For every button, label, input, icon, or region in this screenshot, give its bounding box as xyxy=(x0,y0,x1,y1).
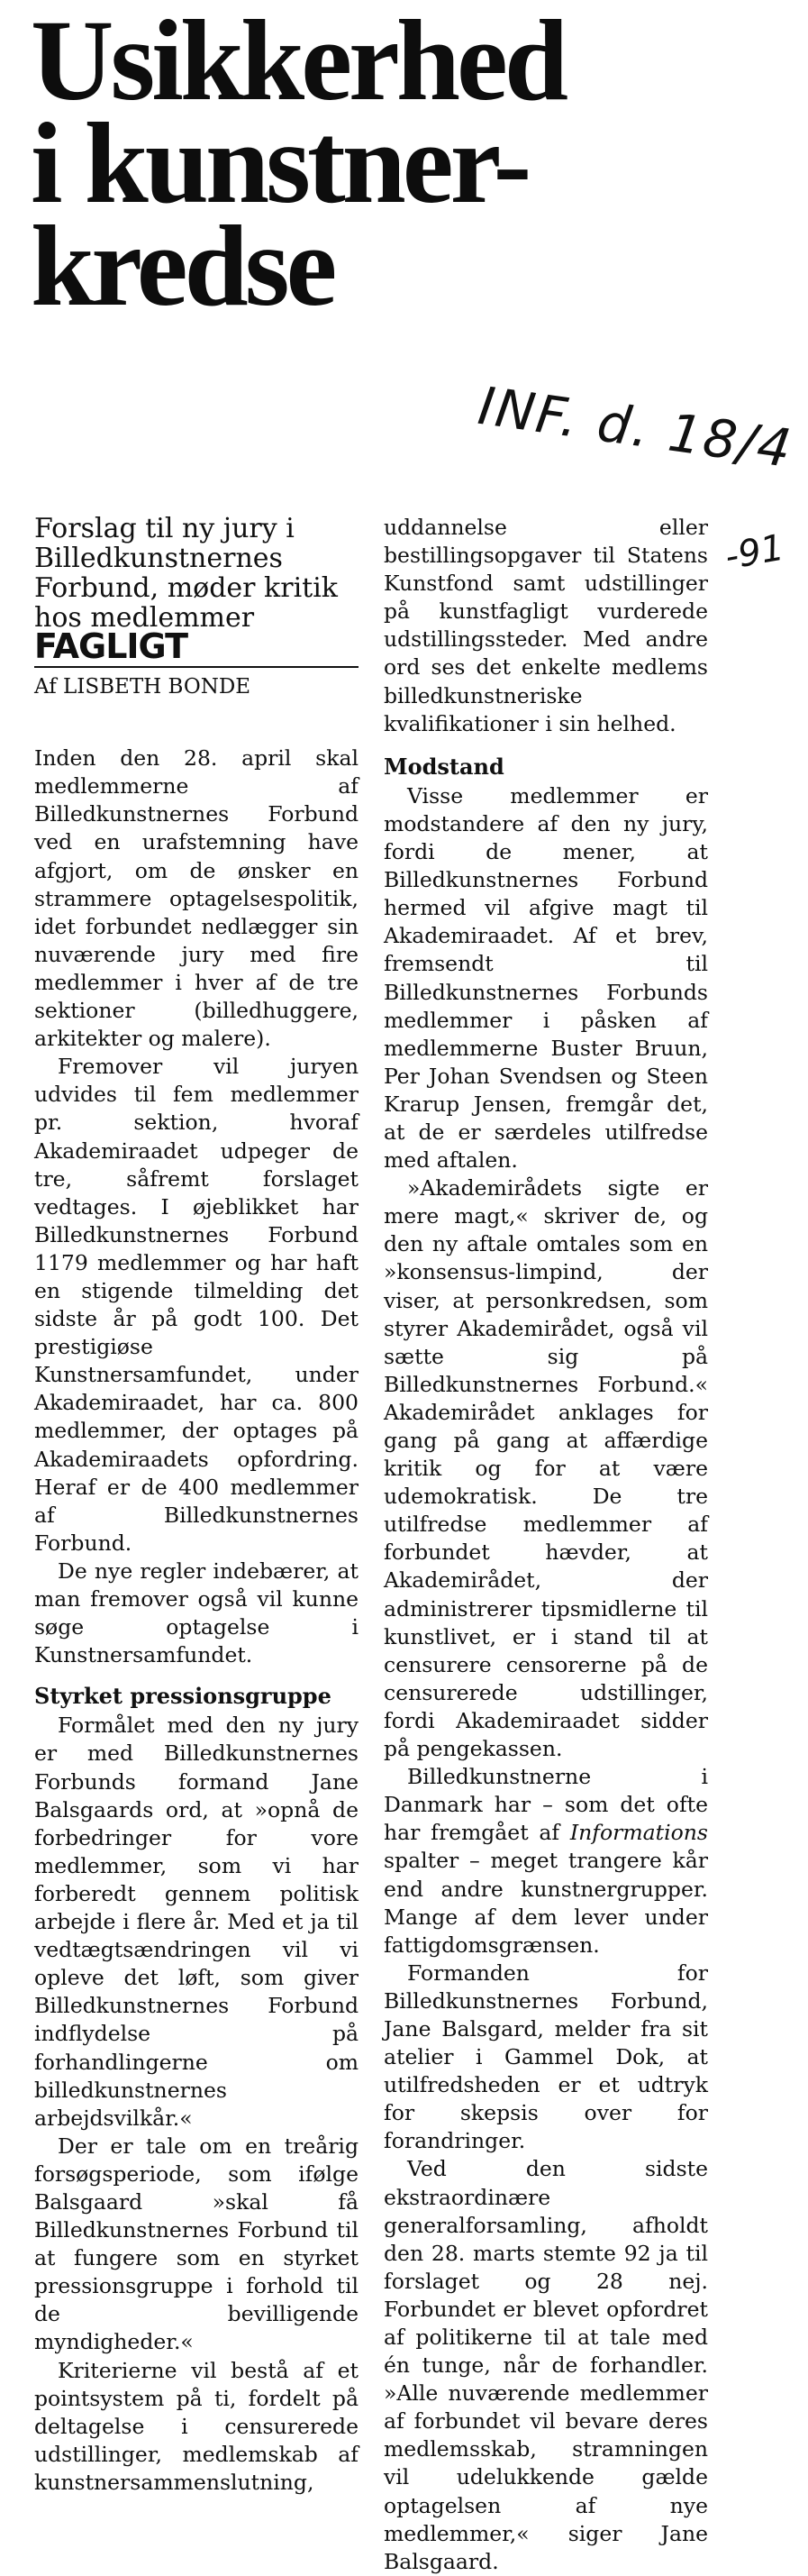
left-column xyxy=(34,514,359,2497)
paragraph: Der er tale om en treårig forsøgsperiode, som ifølge Balsgaard »skal få Billedkunstnernes Forbund til at fungere som en styrket pressionsgruppe i forhold til de bevilligende myndigheder.« xyxy=(34,2133,359,2355)
handwritten-date-note: INF. d. 18/4 xyxy=(474,374,797,480)
subhead-styrket: Styrket pressionsgruppe xyxy=(34,1683,331,1710)
paragraph: »Akademirådets sigte er mere magt,« skriver de, og den ny aftale omtales som en »konsensus-limpind, der viser, at personkredsen, som styrer Akademirådet, også vil sætte sig på Billedkunstnernes Forbund.« Akademirådet anklages for gang på gang at affærdige kritik og for at være udemokratisk. De tre utilfredse medlemmer af forbundet hævder, at Akademirådet, der administrerer tipsmidlerne til kunstlivet, er i stand til at censurere censorerne på de censurerede udstillinger, fordi Akademiraadet sidder på pengekassen. xyxy=(384,1175,708,1762)
paragraph xyxy=(384,1763,708,1959)
right-column xyxy=(384,514,708,2576)
paragraph: Visse medlemmer er modstandere af den ny jury, fordi de mener, at Billedkunstnernes Forbund hermed vil afgive magt til Akademiraadet. Af et brev, fremsendt til Billedkunstnernes Forbunds medlemmer i påsken af medlemmerne Buster Bruun, Per Johan Svendsen og Steen Krarup Jensen, fremgår det, at de er særdeles utilfredse med aftalen. xyxy=(384,782,708,1174)
deck: Forslag til ny jury i Billedkunstnernes Forbund, møder kritik hos medlemmer xyxy=(34,513,338,634)
paragraph: Fremover vil juryen udvides til fem medlemmer pr. sektion, hvoraf Akademiraadet udpeger de tre, såfremt forslaget vedtages. I øjeblikket har Billedkunstnernes Forbund 1179 medlemmer og har haft en stigende tilmelding det sidste år på godt 100. Det prestigiøse Kunstnersamfundet, under Akademiraadet, har ca. 800 medlemmer, der optages på Akademiraadets opfordring. Heraf er de 400 medlemmer af Billedkunstnernes Forbund. xyxy=(34,1054,359,1556)
paragraph: Formålet med den ny jury er med Billedkunstnernes Forbunds formand Jane Balsgaards ord, at »opnå de forbedringer for vore medlemmer, som vi har forberedt gennem politisk arbejde i flere år. Med et ja til vedtægtsændringen vil vi opleve det løft, som giver Billedkunstnernes Forbund indflydelse på forhandlingerne om billedkunstnernes arbejdsvilkår.« xyxy=(34,1713,359,2131)
byline: Af LISBETH BONDE xyxy=(34,675,251,699)
subhead-modstand: Modstand xyxy=(384,753,504,780)
publication-name: Informations xyxy=(569,1820,708,1846)
paragraph: Formanden for Billedkunstnernes Forbund, Jane Balsgard, melder fra sit atelier i Gammel Dok, at utilfredsheden er et udtryk for skepsis over for forandringer. xyxy=(384,1959,708,2154)
headline-line-2: i kunstner- xyxy=(31,99,529,227)
paragraph: Inden den 28. april skal medlemmerne af Billedkunstnernes Forbund ved en urafstemning have afgjort, om de ønsker en strammere optagelsespolitik, idet forbundet nedlægger sin nuværende jury med fire medlemmer i hver af de tre sektioner (billedhuggere, arkitekter og malere). xyxy=(34,745,359,1052)
handwritten-year-note: -91 xyxy=(722,526,787,579)
paragraph: Ved den sidste ekstraordinære generalforsamling, afholdt den 28. marts stemte 92 ja til forslaget og 28 nej. Forbundet er blevet opfordret af politikerne til at tale med én tunge, når de forhandler. »Alle nuværende medlemmer af forbundet vil bevare deres medlemsskab, stramningen vil udelukkende gælde optagelsen af nye medlemmer,« siger Jane Balsgaard. xyxy=(384,2156,708,2574)
text-run: Billedkunstnerne i Danmark har – som det ofte har fremgået af xyxy=(384,1764,708,1846)
headline-line-3: kredse xyxy=(31,202,334,330)
paragraph: Kriterierne vil bestå af et pointsystem på ti, fordelt på deltagelse i censurerede udstillinger, medlemskab af kunstnersammenslutning, xyxy=(34,2357,359,2495)
headline xyxy=(31,0,589,330)
text-run: spalter – meget trangere kår end andre kunstnergrupper. Mange af dem lever under fattigdomsgrænsen. xyxy=(384,1848,708,1958)
section-label: FAGLIGT xyxy=(34,633,359,668)
headline-line-1: Usikkerhed xyxy=(31,0,565,124)
paragraph: De nye regler indebærer, at man fremover også vil kunne søge optagelse i Kunstnersamfundet. xyxy=(34,1557,359,1668)
paragraph: uddannelse eller bestillingsopgaver til Statens Kunstfond samt udstillinger på kunstfagligt vurderede udstillingssteder. Med andre ord ses det enkelte medlems billedkunstneriske kvalifikationer i sin helhed. xyxy=(384,515,708,736)
